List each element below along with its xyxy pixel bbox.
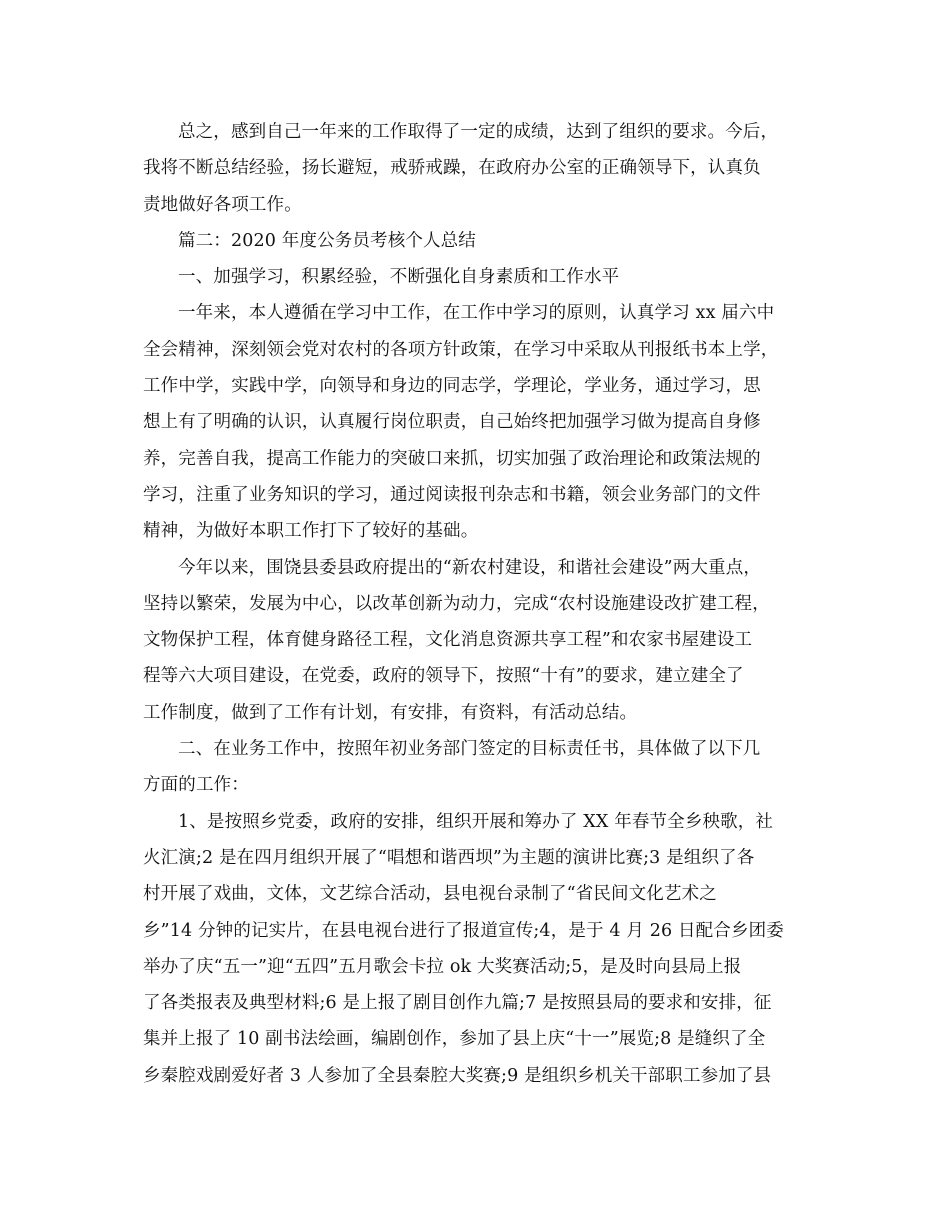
text-line: 养，完善自我，提高工作能力的突破口来抓，切实加强了政治理论和政策法规的 xyxy=(143,448,761,469)
text-line: 责地做好各项工作。 xyxy=(143,194,302,215)
text-line: 工作制度，做到了工作有计划，有安排，有资料，有活动总结。 xyxy=(143,702,638,723)
text-line: 总之，感到自己一年来的工作取得了一定的成绩，达到了组织的要求。今后， xyxy=(178,122,779,142)
text-line: 学习，注重了业务知识的学习，通过阅读报刊杂志和书籍，领会业务部门的文件 xyxy=(143,484,761,505)
text-line: 全会精神，深刻领会党对农村的各项方针政策，在学习中采取从刊报纸书本上学， xyxy=(143,339,779,360)
text-line: 火汇演;2 是在四月组织开展了“唱想和谐西坝”为主题的演讲比赛;3 是组织了各 xyxy=(143,847,755,868)
text-line: 今年以来，围饶县委县政府提出的“新农村建设，和谐社会建设”两大重点， xyxy=(178,557,761,578)
text-line: 一年来，本人遵循在学习中工作，在工作中学习的原则，认真学习 xx 届六中 xyxy=(178,303,775,324)
text-line: 坚持以繁荣，发展为中心，以改革创新为动力，完成“农村设施建设改扩建工程， xyxy=(143,593,770,614)
text-line: 我将不断总结经验，扬长避短，戒骄戒躁，在政府办公室的正确领导下，认真负 xyxy=(143,158,761,179)
text-line: 工作中学，实践中学，向领导和身边的同志学，学理论，学业务，通过学习，思 xyxy=(143,376,761,397)
text-line: 二、在业务工作中，按照年初业务部门签定的目标责任书，具体做了以下几 xyxy=(178,739,761,760)
document-body xyxy=(143,114,805,1094)
text-line: 一、加强学习，积累经验，不断强化自身素质和工作水平 xyxy=(178,267,620,288)
text-line: 集并上报了 10 副书法绘画，编剧创作，参加了县上庆“十一”展览;8 是缝织了全 xyxy=(143,1029,766,1050)
text-line: 乡”14 分钟的记实片，在县电视台进行了报道宣传;4，是于 4 月 26 日配合乡团委 xyxy=(143,920,784,941)
text-line: 文物保护工程，体育健身路径工程，文化消息资源共享工程”和农家书屋建设工 xyxy=(143,630,753,651)
text-line: 1、是按照乡党委，政府的安排，组织开展和筹办了 XX 年春节全乡秧歌，社 xyxy=(178,811,774,832)
text-line: 了各类报表及典型材料;6 是上报了剧目创作九篇;7 是按照县局的要求和安排，征 xyxy=(143,993,772,1014)
text-line: 想上有了明确的认识，认真履行岗位职责，自己始终把加强学习做为提高自身修 xyxy=(143,412,761,433)
text-line: 乡秦腔戏剧爱好者 3 人参加了全县秦腔大奖赛;9 是组织乡机关干部职工参加了县 xyxy=(143,1065,772,1086)
text-line: 村开展了戏曲，文体，文艺综合活动，县电视台录制了“省民间文化艺术之 xyxy=(143,884,717,905)
text-line: 程等六大项目建设，在党委，政府的领导下，按照“十有”的要求，建立建全了 xyxy=(143,666,744,687)
text-line: 篇二：2020 年度公务员考核个人总结 xyxy=(178,230,476,251)
text-line: 精神，为做好本职工作打下了较好的基础。 xyxy=(143,521,479,542)
text-line: 方面的工作： xyxy=(143,775,249,796)
text-line: 举办了庆“五一”迎“五四”五月歌会卡拉 ok 大奖赛活动;5，是及时向县局上报 xyxy=(143,956,742,977)
